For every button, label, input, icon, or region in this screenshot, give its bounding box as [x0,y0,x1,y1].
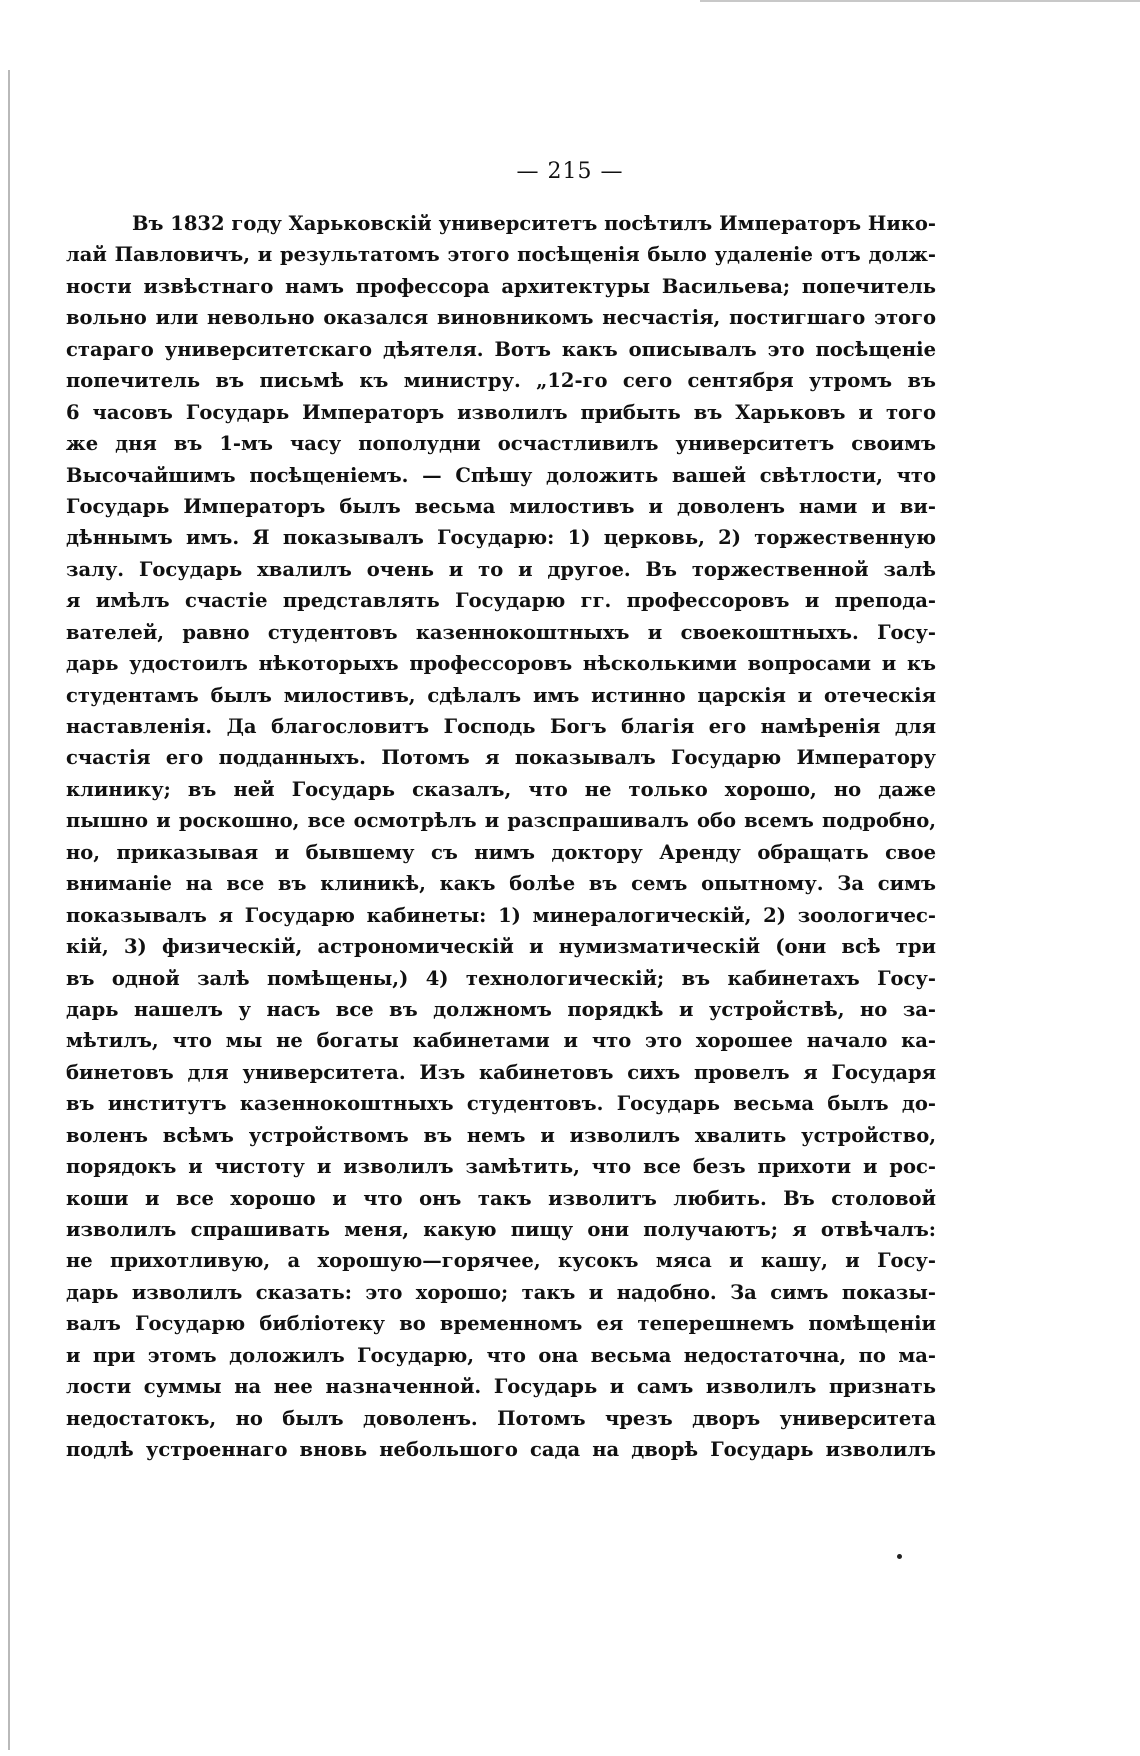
text-line: валъ Государю библіотеку во временномъ ея теперешнемъ помѣщеніи [66,1312,936,1336]
text-line: недостатокъ, но былъ доволенъ. Потомъ чрезъ дворъ университета [66,1406,936,1430]
text-line: вниманіе на все въ клиникѣ, какъ болѣе въ семъ опытному. За симъ [66,872,936,896]
text-line: коши и все хорошо и что онъ такъ изволитъ любить. Въ столовой [66,1186,936,1210]
text-line: вольно или невольно оказался виновникомъ несчастія, постигшаго этого [66,306,936,330]
text-line: показывалъ я Государю кабинеты: 1) минералогическій, 2) зоологичес- [66,903,936,927]
text-line: клинику; въ ней Государь сказалъ, что не только хорошо, но даже [66,777,936,801]
text-line: порядокъ и чистоту и изволилъ замѣтить, что все безъ прихоти и рос- [66,1155,936,1179]
text-line: ности извѣстнаго намъ профессора архитектуры Васильева; попечитель [66,274,936,298]
text-line: въ институтъ казеннокоштныхъ студентовъ. Государь весьма былъ до- [66,1092,936,1116]
text-line: Высочайшимъ посѣщеніемъ. — Спѣшу доложить вашей свѣтлости, что [66,463,936,487]
text-line: подлѣ устроеннаго вновь небольшого сада на дворѣ Государь изволилъ [66,1438,936,1462]
text-line: счастія его подданныхъ. Потомъ я показывалъ Государю Императору [66,746,936,770]
text-line: бинетовъ для университета. Изъ кабинетовъ сихъ провелъ я Государя [66,1060,936,1084]
text-line: дарь удостоилъ нѣкоторыхъ профессоровъ нѣсколькими вопросами и къ [66,652,936,676]
text-line: студентамъ былъ милостивъ, сдѣлалъ имъ истинно царскія и отеческія [66,683,936,707]
text-line: попечитель въ письмѣ къ министру. „12-го сего сентября утромъ въ [66,369,936,393]
text-line: и при этомъ доложилъ Государю, что она весьма недостаточна, по ма- [66,1343,936,1367]
text-line: пышно и роскошно, все осмотрѣлъ и разспрашивалъ обо всемъ подробно, [66,809,936,833]
text-line: не прихотливую, а хорошую—горячее, кусокъ мяса и кашу, и Госу- [66,1249,936,1273]
text-line: стараго университетскаго дѣятеля. Вотъ какъ описывалъ это посѣщеніе [66,337,936,361]
text-line: лости суммы на нее назначенной. Государь и самъ изволилъ признать [66,1375,936,1399]
text-line: дѣннымъ имъ. Я показывалъ Государю: 1) церковь, 2) торжественную [66,526,936,550]
text-line: наставленія. Да благословитъ Господь Богъ благія его намѣренія для [66,715,936,738]
text-line: залу. Государь хвалилъ очень и то и другое. Въ торжественной залѣ [66,557,936,581]
body-text [66,208,936,1466]
scan-edge-left [8,70,10,1750]
text-line: въ одной залѣ помѣщены,) 4) технологическій; въ кабинетахъ Госу- [66,966,936,990]
text-line: Государь Императоръ былъ весьма милостивъ и доволенъ нами и ви- [66,494,936,518]
scan-edge-top [700,0,1140,2]
text-line: но, приказывая и бывшему съ нимъ доктору Аренду обращать свое [66,840,936,864]
text-line: мѣтилъ, что мы не богаты кабинетами и что это хорошее начало ка- [66,1029,936,1053]
text-line: же дня въ 1-мъ часу пополудни осчастливилъ университетъ своимъ [66,432,936,456]
stray-dot [897,1554,902,1559]
text-line: я имѣлъ счастіе представлять Государю гг. профессоровъ и препода- [66,589,936,613]
text-line: дарь изволилъ сказать: это хорошо; такъ и надобно. За симъ показы- [66,1280,936,1304]
page-number: — 215 — [516,159,624,184]
text-line: лай Павловичъ, и результатомъ этого посѣщенія было удаленіе отъ долж- [66,243,936,267]
text-line: дарь нашелъ у насъ все въ должномъ порядкѣ и устройствѣ, но за- [66,997,936,1021]
text-line: кій, 3) физическій, астрономическій и нумизматическій (они всѣ три [66,935,936,959]
text-line: воленъ всѣмъ устройствомъ въ немъ и изволилъ хвалить устройство, [66,1123,936,1147]
text-line: вателей, равно студентовъ казеннокоштныхъ и своекоштныхъ. Госу- [66,620,936,644]
text-line: Въ 1832 году Харьковскій университетъ посѣтилъ Императоръ Нико- [132,212,936,235]
text-line: изволилъ спрашивать меня, какую пищу они получаютъ; я отвѣчалъ: [66,1218,936,1241]
text-line: 6 часовъ Государь Императоръ изволилъ прибыть въ Харьковъ и того [66,400,936,424]
